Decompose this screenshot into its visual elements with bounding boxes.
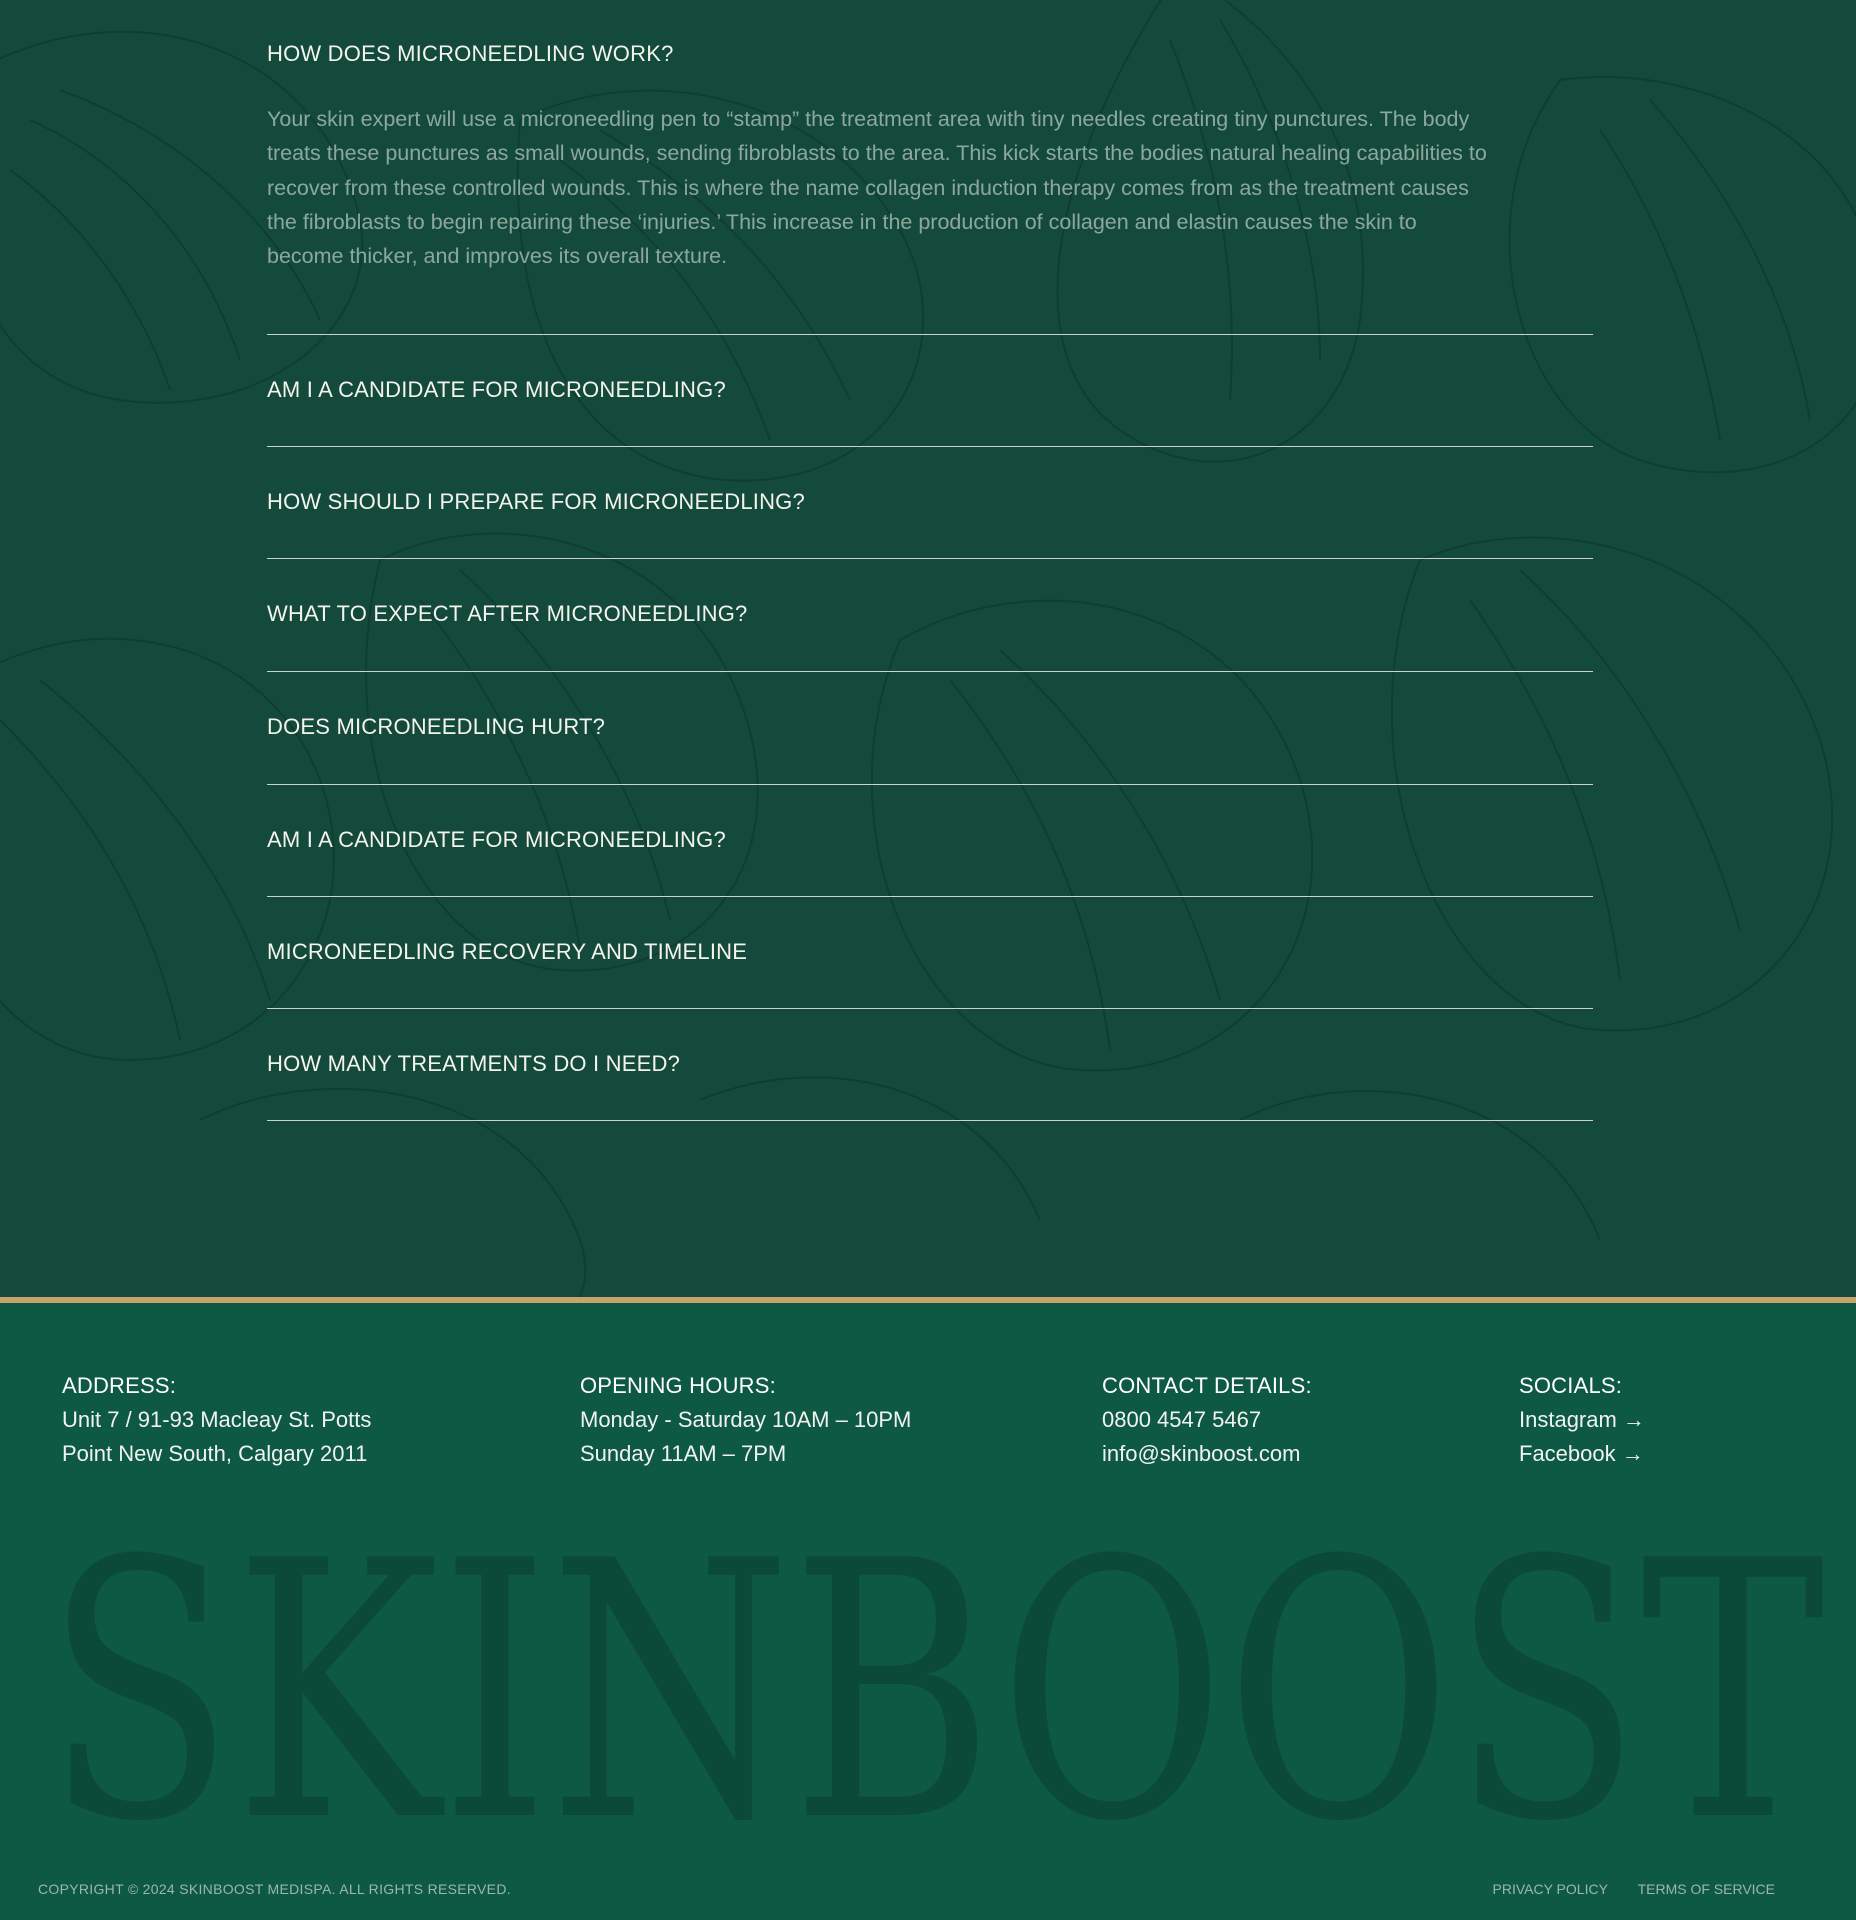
facebook-link[interactable]: Facebook →	[1519, 1441, 1644, 1466]
opening-hours-heading: OPENING HOURS:	[580, 1373, 776, 1398]
legal-links	[1467, 1881, 1776, 1897]
faq-item-how-many-treatments[interactable]	[267, 1009, 1593, 1121]
faq-question[interactable]: HOW DOES MICRONEEDLING WORK?	[267, 41, 674, 66]
faq-list	[267, 0, 1593, 1121]
address-line-1: Unit 7 / 91-93 Macleay St. Potts	[62, 1407, 372, 1432]
copyright-text: COPYRIGHT © 2024 SKINBOOST MEDISPA. ALL RIGHTS RESERVED.	[38, 1881, 511, 1897]
faq-question[interactable]: WHAT TO EXPECT AFTER MICRONEEDLING?	[267, 601, 748, 626]
faq-item-does-it-hurt[interactable]	[267, 672, 1593, 785]
faq-item-recovery-timeline[interactable]	[267, 897, 1593, 1009]
site-footer	[0, 1303, 1856, 1920]
footer-address	[62, 1369, 371, 1471]
contact-heading: CONTACT DETAILS:	[1102, 1373, 1312, 1398]
faq-question[interactable]: HOW SHOULD I PREPARE FOR MICRONEEDLING?	[267, 489, 805, 514]
faq-question[interactable]: AM I A CANDIDATE FOR MICRONEEDLING?	[267, 377, 726, 402]
address-heading: ADDRESS:	[62, 1373, 177, 1398]
phone-link[interactable]: 0800 4547 5467	[1102, 1407, 1262, 1432]
footer-contact	[1102, 1369, 1312, 1471]
faq-item-candidate[interactable]	[267, 335, 1593, 447]
socials-heading: SOCIALS:	[1519, 1373, 1623, 1398]
terms-of-service-link[interactable]: TERMS OF SERVICE	[1637, 1881, 1775, 1897]
faq-question[interactable]: DOES MICRONEEDLING HURT?	[267, 714, 606, 739]
footer-opening-hours	[580, 1369, 911, 1471]
faq-question[interactable]: MICRONEEDLING RECOVERY AND TIMELINE	[267, 939, 748, 964]
hours-sunday: Sunday 11AM – 7PM	[580, 1441, 787, 1466]
privacy-policy-link[interactable]: PRIVACY POLICY	[1492, 1881, 1608, 1897]
faq-item-how-does-microneedling-work[interactable]	[267, 0, 1593, 335]
faq-item-candidate-2[interactable]	[267, 785, 1593, 897]
faq-question[interactable]: HOW MANY TREATMENTS DO I NEED?	[267, 1051, 681, 1076]
email-link[interactable]: info@skinboost.com	[1102, 1441, 1301, 1466]
faq-item-what-to-expect[interactable]	[267, 559, 1593, 672]
faq-item-prepare[interactable]	[267, 447, 1593, 559]
footer-socials	[1519, 1369, 1645, 1471]
address-line-2: Point New South, Calgary 2011	[62, 1441, 368, 1466]
instagram-link[interactable]: Instagram →	[1519, 1407, 1645, 1432]
svg-text:SKINBOOST: SKINBOOST	[45, 1533, 1827, 1833]
skinboost-wordmark-logo	[40, 1533, 1830, 1833]
faq-answer: Your skin expert will use a microneedling pen to “stamp” the treatment area with tiny needles creating tiny punctures. The body treats these punctures as small wounds, sending fibroblasts to the area. This kick starts the bodies natural healing capabilities to recover from these controlled wounds. This is where the name collagen induction therapy comes from as the treatment causes the fibroblasts to begin repairing these ‘injuries.’ This increase in the production of collagen and elastin causes the skin to become thicker, and improves its overall texture.	[267, 107, 1487, 269]
hours-weekdays: Monday - Saturday 10AM – 10PM	[580, 1407, 912, 1432]
faq-question[interactable]: AM I A CANDIDATE FOR MICRONEEDLING?	[267, 827, 726, 852]
